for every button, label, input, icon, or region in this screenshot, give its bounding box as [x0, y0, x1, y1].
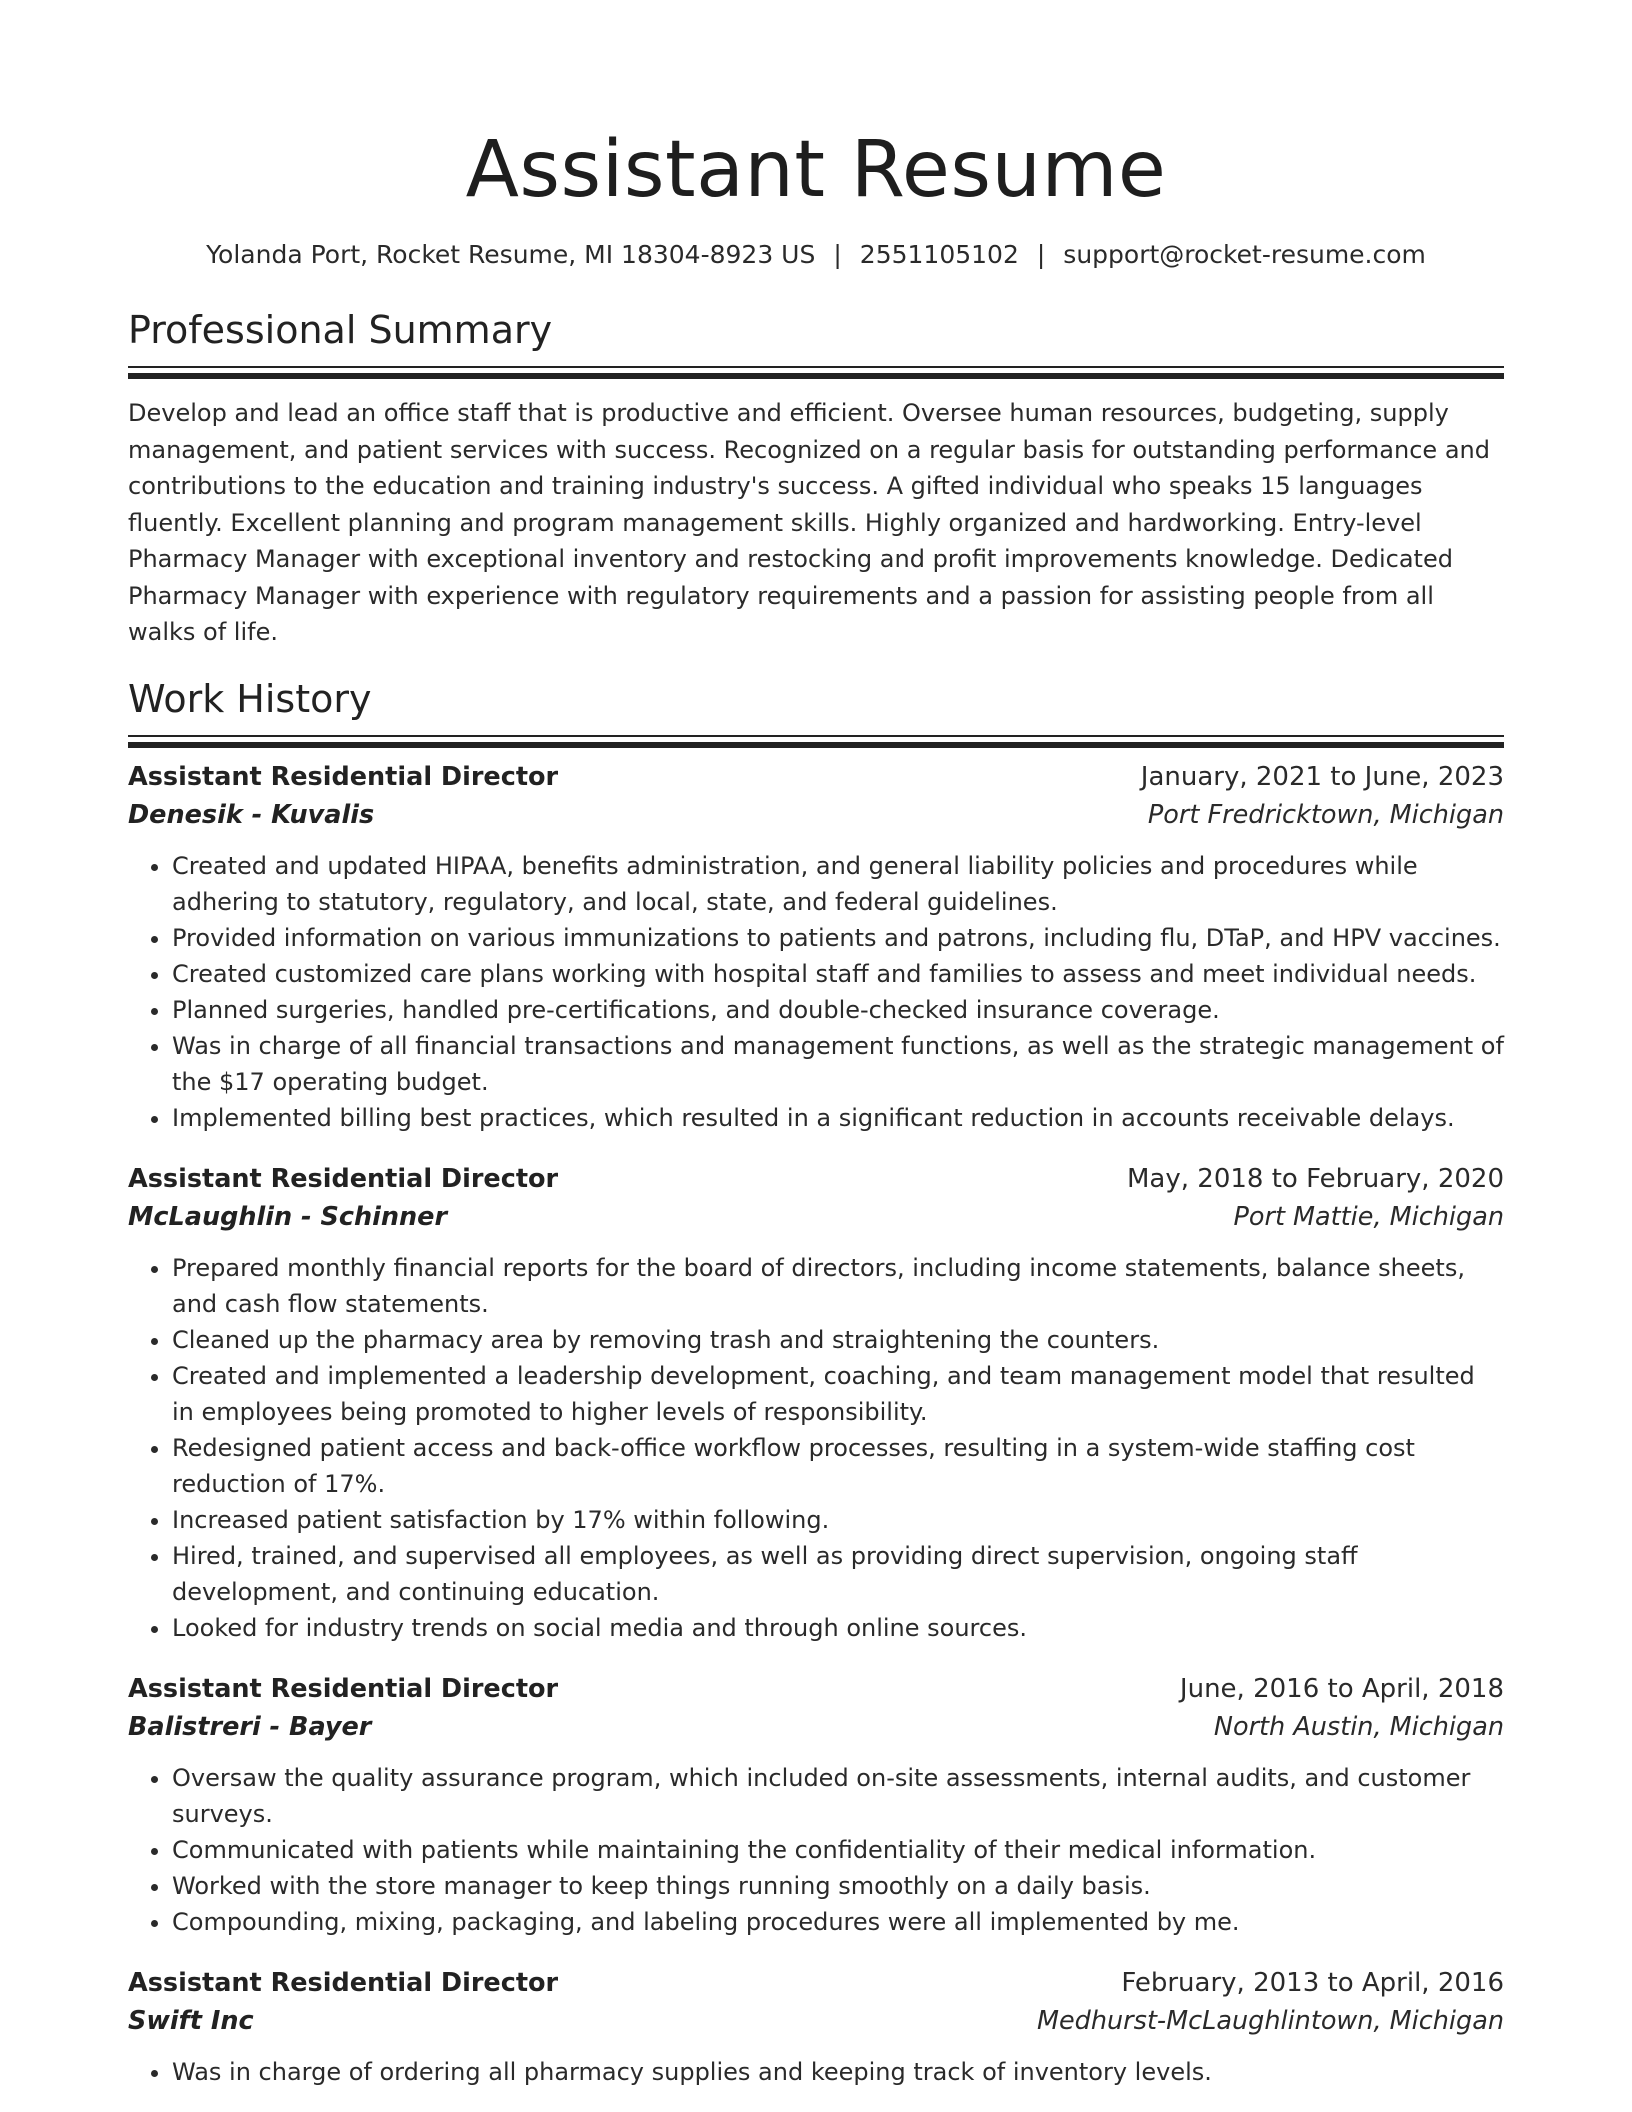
section-divider	[128, 366, 1504, 368]
job-bullet: • Oversaw the quality assurance program, which included on-site assessments, internal audits, and customer surveys.	[172, 1760, 1504, 1832]
section-divider	[128, 735, 1504, 737]
jobs-list	[128, 758, 1504, 2090]
job-header-row	[128, 1964, 1504, 2002]
job-bullet-list	[128, 1250, 1504, 1646]
job-bullet: • Hired, trained, and supervised all employees, as well as providing direct supervision, ongoing staff development, and continuing education.	[172, 1538, 1504, 1610]
job-bullet-list	[128, 848, 1504, 1136]
section-heading-summary: Professional Summary	[128, 308, 553, 352]
job-bullet: • Redesigned patient access and back-office workflow processes, resulting in a system-wide staffing cost reduction of 17%.	[172, 1430, 1504, 1502]
job-bullet: • Created customized care plans working with hospital staff and families to assess and meet individual needs.	[172, 956, 1504, 992]
job-company-row	[128, 796, 1504, 834]
contact-phone: 2551105102	[859, 240, 1019, 269]
job-company-row	[128, 2002, 1504, 2040]
job-bullet: • Looked for industry trends on social media and through online sources.	[172, 1610, 1504, 1646]
section-divider-thick	[128, 742, 1504, 748]
job-header-row	[128, 758, 1504, 796]
resume-title: Assistant Resume	[465, 125, 1167, 215]
resume-page	[128, 0, 1504, 2090]
job-title: Assistant Residential Director	[128, 1967, 559, 1998]
job-title: Assistant Residential Director	[128, 761, 559, 792]
summary-text: Develop and lead an office staff that is productive and efficient. Oversee human resources, budgeting, supply management, and patient services with success. Recognized on a regular basis for outstanding performance and contributions to the education and training industry's success. A gifted individual who speaks 15 languages fluently. Excellent planning and program management skills. Highly organized and hardworking. Entry-level Pharmacy Manager with exceptional inventory and restocking and profit improvements knowledge. Dedicated Pharmacy Manager with experience with regulatory requirements and a passion for assisting people from all walks of life.	[128, 399, 1490, 646]
job-bullet: • Worked with the store manager to keep things running smoothly on a daily basis.	[172, 1868, 1504, 1904]
job-entry	[128, 1964, 1504, 2090]
job-company: Denesik - Kuvalis	[128, 799, 375, 830]
job-bullet: • Created and implemented a leadership development, coaching, and team management model that resulted in employees being promoted to higher levels of responsibility.	[172, 1358, 1504, 1430]
job-location: North Austin, Michigan	[1213, 1711, 1504, 1742]
section-heading-work-history: Work History	[128, 676, 372, 721]
job-dates: June, 2016 to April, 2018	[1179, 1673, 1504, 1704]
contact-address: Yolanda Port, Rocket Resume, MI 18304-8923 US	[206, 240, 816, 269]
job-bullet: • Prepared monthly financial reports for the board of directors, including income statements, balance sheets, and cash flow statements.	[172, 1250, 1504, 1322]
job-bullet: • Provided information on various immunizations to patients and patrons, including flu, DTaP, and HPV vaccines.	[172, 920, 1504, 956]
job-location: Medhurst-McLaughlintown, Michigan	[1036, 2005, 1504, 2036]
job-bullet: • Communicated with patients while maintaining the confidentiality of their medical information.	[172, 1832, 1504, 1868]
job-title: Assistant Residential Director	[128, 1163, 559, 1194]
contact-email: support@rocket-resume.com	[1063, 240, 1426, 269]
job-entry	[128, 758, 1504, 1136]
job-dates: February, 2013 to April, 2016	[1121, 1967, 1504, 1998]
summary-section	[128, 306, 1504, 651]
job-bullet: • Was in charge of ordering all pharmacy supplies and keeping track of inventory levels.	[172, 2054, 1504, 2090]
job-location: Port Mattie, Michigan	[1233, 1201, 1504, 1232]
job-bullet: • Increased patient satisfaction by 17% within following.	[172, 1502, 1504, 1538]
job-company-row	[128, 1198, 1504, 1236]
job-dates: May, 2018 to February, 2020	[1127, 1163, 1504, 1194]
job-bullet: • Was in charge of all financial transactions and management functions, as well as the strategic management of the $17 operating budget.	[172, 1028, 1504, 1100]
job-title: Assistant Residential Director	[128, 1673, 559, 1704]
job-bullet: • Compounding, mixing, packaging, and labeling procedures were all implemented by me.	[172, 1904, 1504, 1940]
work-history-section	[128, 675, 1504, 2090]
job-bullet: • Planned surgeries, handled pre-certifications, and double-checked insurance coverage.	[172, 992, 1504, 1028]
job-entry	[128, 1160, 1504, 1646]
job-dates: January, 2021 to June, 2023	[1140, 761, 1504, 792]
job-company-row	[128, 1708, 1504, 1746]
job-header-row	[128, 1670, 1504, 1708]
contact-separator: |	[833, 240, 842, 269]
job-company: McLaughlin - Schinner	[128, 1201, 448, 1232]
contact-separator: |	[1036, 240, 1046, 269]
job-bullet: • Implemented billing best practices, which resulted in a significant reduction in accounts receivable delays.	[172, 1100, 1504, 1136]
job-entry	[128, 1670, 1504, 1940]
job-company: Balistreri - Bayer	[128, 1711, 372, 1742]
job-bullet-list	[128, 1760, 1504, 1940]
section-divider-thick	[128, 373, 1504, 379]
job-bullet: • Created and updated HIPAA, benefits administration, and general liability policies and procedures while adhering to statutory, regulatory, and local, state, and federal guidelines.	[172, 848, 1504, 920]
job-header-row	[128, 1160, 1504, 1198]
contact-line	[128, 238, 1504, 272]
job-company: Swift Inc	[128, 2005, 254, 2036]
job-bullet-list	[128, 2054, 1504, 2090]
job-bullet: • Cleaned up the pharmacy area by removing trash and straightening the counters.	[172, 1322, 1504, 1358]
job-location: Port Fredricktown, Michigan	[1147, 799, 1504, 830]
